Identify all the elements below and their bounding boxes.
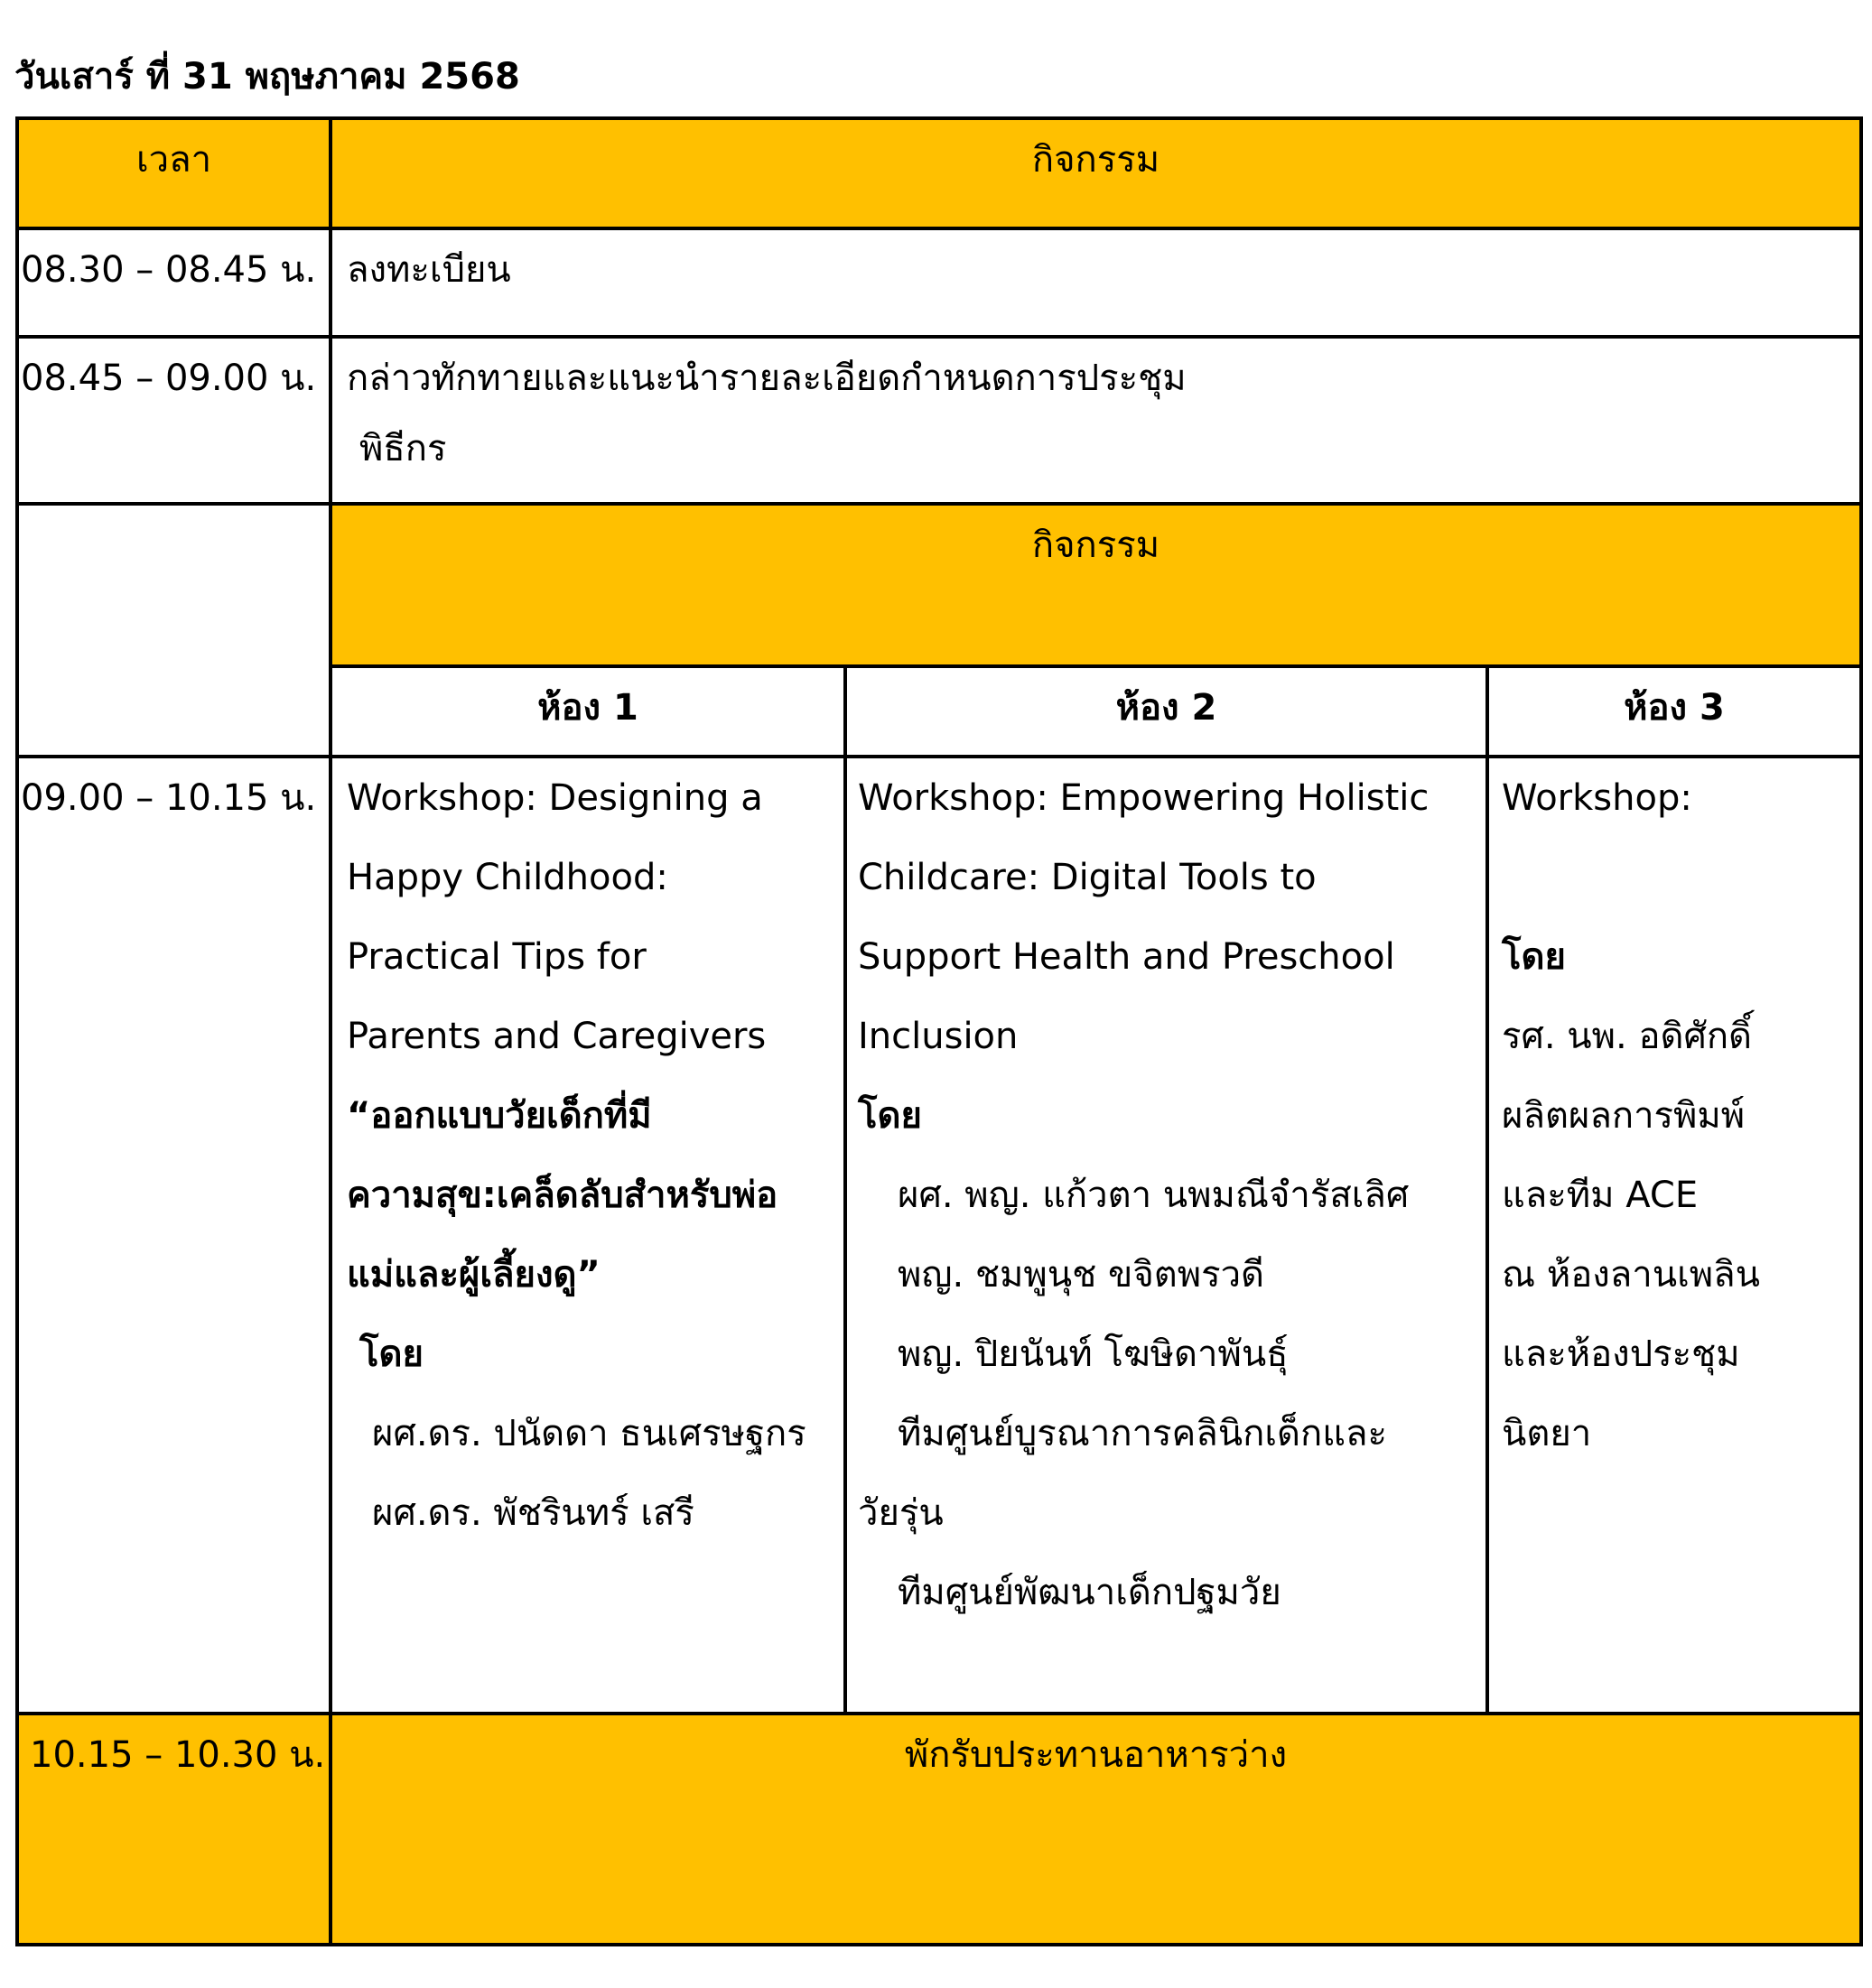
time-header: เวลา <box>17 118 331 228</box>
room-1-thai-title-line: ความสุข:เคล็ดลับสำหรับพ่อ <box>347 1175 778 1216</box>
room-3-line: และทีม ACE <box>1502 1175 1699 1216</box>
row-time: 08.30 – 08.45 น. <box>17 228 331 337</box>
room-2-speaker: พญ. ปิยนันท์ โฆษิดาพันธุ์ <box>898 1333 1289 1375</box>
row-activity <box>331 337 1861 504</box>
room-1-thai-title-line: “ออกแบบวัยเด็กที่มี <box>347 1095 652 1137</box>
breakout-content-row <box>17 757 1861 1714</box>
room-2-speaker: พญ. ชมพูนุช ขจิตพรวดี <box>898 1254 1265 1296</box>
room-2-title-line: Inclusion <box>858 1016 1019 1057</box>
room-3-content <box>1487 757 1861 1714</box>
breakout-time-blank <box>17 504 331 757</box>
break-activity: พักรับประทานอาหารว่าง <box>331 1714 1861 1945</box>
room-3-header: ห้อง 3 <box>1487 666 1861 757</box>
room-2-speaker: ทีมศูนย์บูรณาการคลินิกเด็กและ <box>898 1413 1387 1454</box>
room-3-line: รศ. นพ. อดิศักดิ์ <box>1502 1016 1753 1057</box>
room-3-by-label: โดย <box>1502 936 1566 978</box>
table-row <box>17 228 1861 337</box>
break-time: 10.15 – 10.30 น. <box>17 1714 331 1945</box>
room-3-title: Workshop: <box>1502 777 1692 819</box>
breakout-activity-header: กิจกรรม <box>331 504 1861 666</box>
date-heading: วันเสาร์ ที่ 31 พฤษภาคม 2568 <box>14 56 520 98</box>
break-row <box>17 1714 1861 1945</box>
row-activity-sub: พิธีกร <box>359 428 447 469</box>
room-1-speaker: ผศ.ดร. พัชรินทร์ เสรี <box>372 1492 694 1534</box>
room-3-line: และห้องประชุม <box>1502 1333 1740 1375</box>
room-2-title-line: Support Health and Preschool <box>858 936 1395 978</box>
breakout-time: 09.00 – 10.15 น. <box>17 757 331 1714</box>
row-activity-text: กล่าวทักทายและแนะนำรายละเอียดกำหนดการประชุม <box>347 358 1187 399</box>
room-2-speaker: วัยรุ่น <box>858 1492 944 1534</box>
room-3-line: ผลิตผลการพิมพ์ <box>1502 1095 1746 1137</box>
table-row <box>17 337 1861 504</box>
room-1-by-label: โดย <box>359 1333 424 1375</box>
room-3-spacer <box>1502 838 1859 917</box>
room-1-title-line: Workshop: Designing a <box>347 777 763 819</box>
activity-header: กิจกรรม <box>331 118 1861 228</box>
room-3-line: นิตยา <box>1502 1413 1592 1454</box>
room-3-line: ณ ห้องลานเพลิน <box>1502 1254 1760 1296</box>
room-2-content <box>845 757 1487 1714</box>
room-1-title-line: Practical Tips for <box>347 936 647 978</box>
room-2-speaker: ผศ. พญ. แก้วตา นพมณีจำรัสเลิศ <box>898 1175 1410 1216</box>
room-1-speaker: ผศ.ดร. ปนัดดา ธนเศรษฐกร <box>372 1413 806 1454</box>
room-2-speaker: ทีมศูนย์พัฒนาเด็กปฐมวัย <box>898 1572 1281 1613</box>
room-2-by-label: โดย <box>858 1095 922 1137</box>
room-2-header: ห้อง 2 <box>845 666 1487 757</box>
row-activity: ลงทะเบียน <box>331 228 1861 337</box>
room-1-thai-title-line: แม่และผู้เลี้ยงดู” <box>347 1254 601 1296</box>
row-time: 08.45 – 09.00 น. <box>17 337 331 504</box>
room-2-title-line: Childcare: Digital Tools to <box>858 857 1317 898</box>
room-1-title-line: Happy Childhood: <box>347 857 668 898</box>
room-1-content <box>331 757 845 1714</box>
breakout-header-row <box>17 504 1861 666</box>
schedule-table <box>15 116 1863 1946</box>
room-1-title-line: Parents and Caregivers <box>347 1016 767 1057</box>
room-2-title-line: Workshop: Empowering Holistic <box>858 777 1430 819</box>
table-header-row <box>17 118 1861 228</box>
room-1-header: ห้อง 1 <box>331 666 845 757</box>
